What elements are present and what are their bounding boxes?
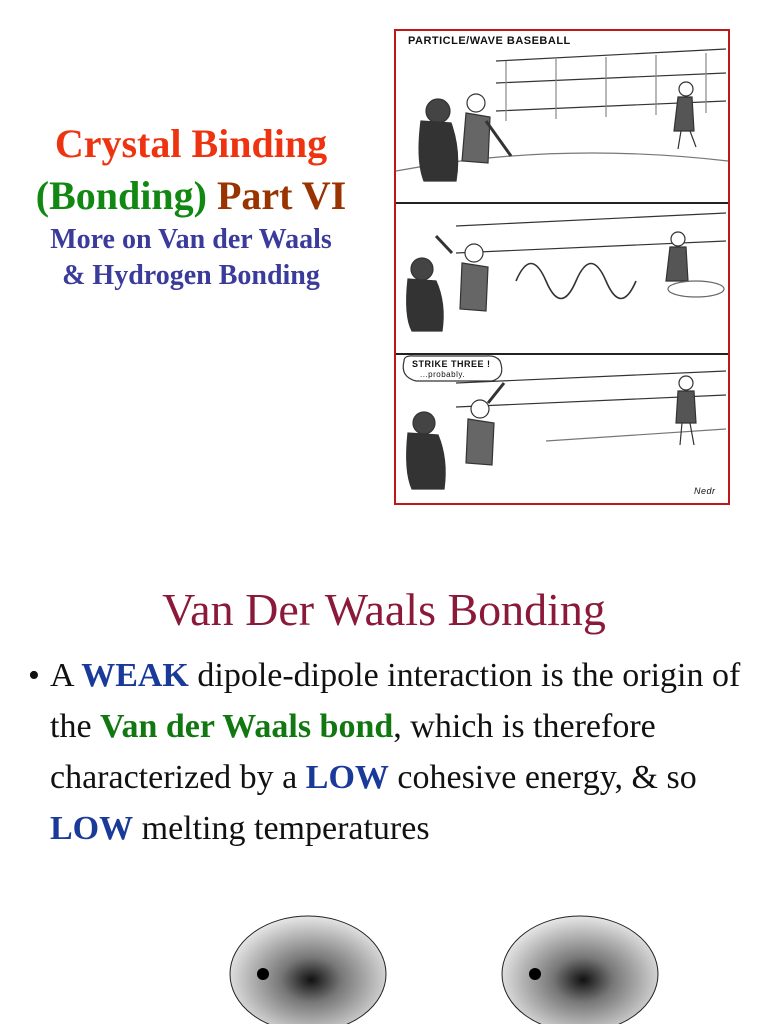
text-part-4: cohesive energy, & so <box>388 759 697 796</box>
cartoon-signature: Nedr <box>694 486 716 496</box>
text-part-5: melting temperatures <box>133 810 430 847</box>
text-part-1: A <box>50 657 82 694</box>
cartoon-illustration <box>394 29 730 505</box>
title-part: Part VI <box>216 173 347 218</box>
title-block <box>0 118 382 294</box>
atom-electron-cloud-right <box>502 916 658 1024</box>
subtitle-line-2: & Hydrogen Bonding <box>62 260 320 291</box>
keyword-van-der-waals-bond: Van der Waals bond <box>100 708 394 745</box>
atom-nucleus-left <box>257 968 269 980</box>
text-part-2: dipole-dipole interaction is the origin of the <box>50 657 741 745</box>
cartoon-drawing <box>396 31 728 503</box>
subtitle-line-1: More on Van der Waals <box>50 224 332 255</box>
section-heading: Van Der Waals Bonding <box>162 584 606 635</box>
speech-bubble-text: STRIKE THREE ! <box>412 359 491 369</box>
text-part-3: , which is therefore characterized by a <box>50 708 656 796</box>
keyword-low-2: LOW <box>50 810 134 847</box>
keyword-weak: WEAK <box>81 657 189 694</box>
atom-electron-cloud-left <box>230 916 386 1024</box>
title-line-1: Crystal Binding <box>54 121 328 166</box>
cartoon-caption: PARTICLE/WAVE BASEBALL <box>408 35 571 47</box>
keyword-low-1: LOW <box>305 759 389 796</box>
title-bonding: (Bonding) <box>35 173 207 218</box>
title-line-2 <box>0 170 382 222</box>
atom-diagram <box>0 910 768 1024</box>
bullet-marker: • <box>28 657 40 694</box>
speech-bubble-subtext: ...probably. <box>420 370 465 379</box>
atom-nucleus-right <box>529 968 541 980</box>
bullet-text <box>50 650 750 854</box>
